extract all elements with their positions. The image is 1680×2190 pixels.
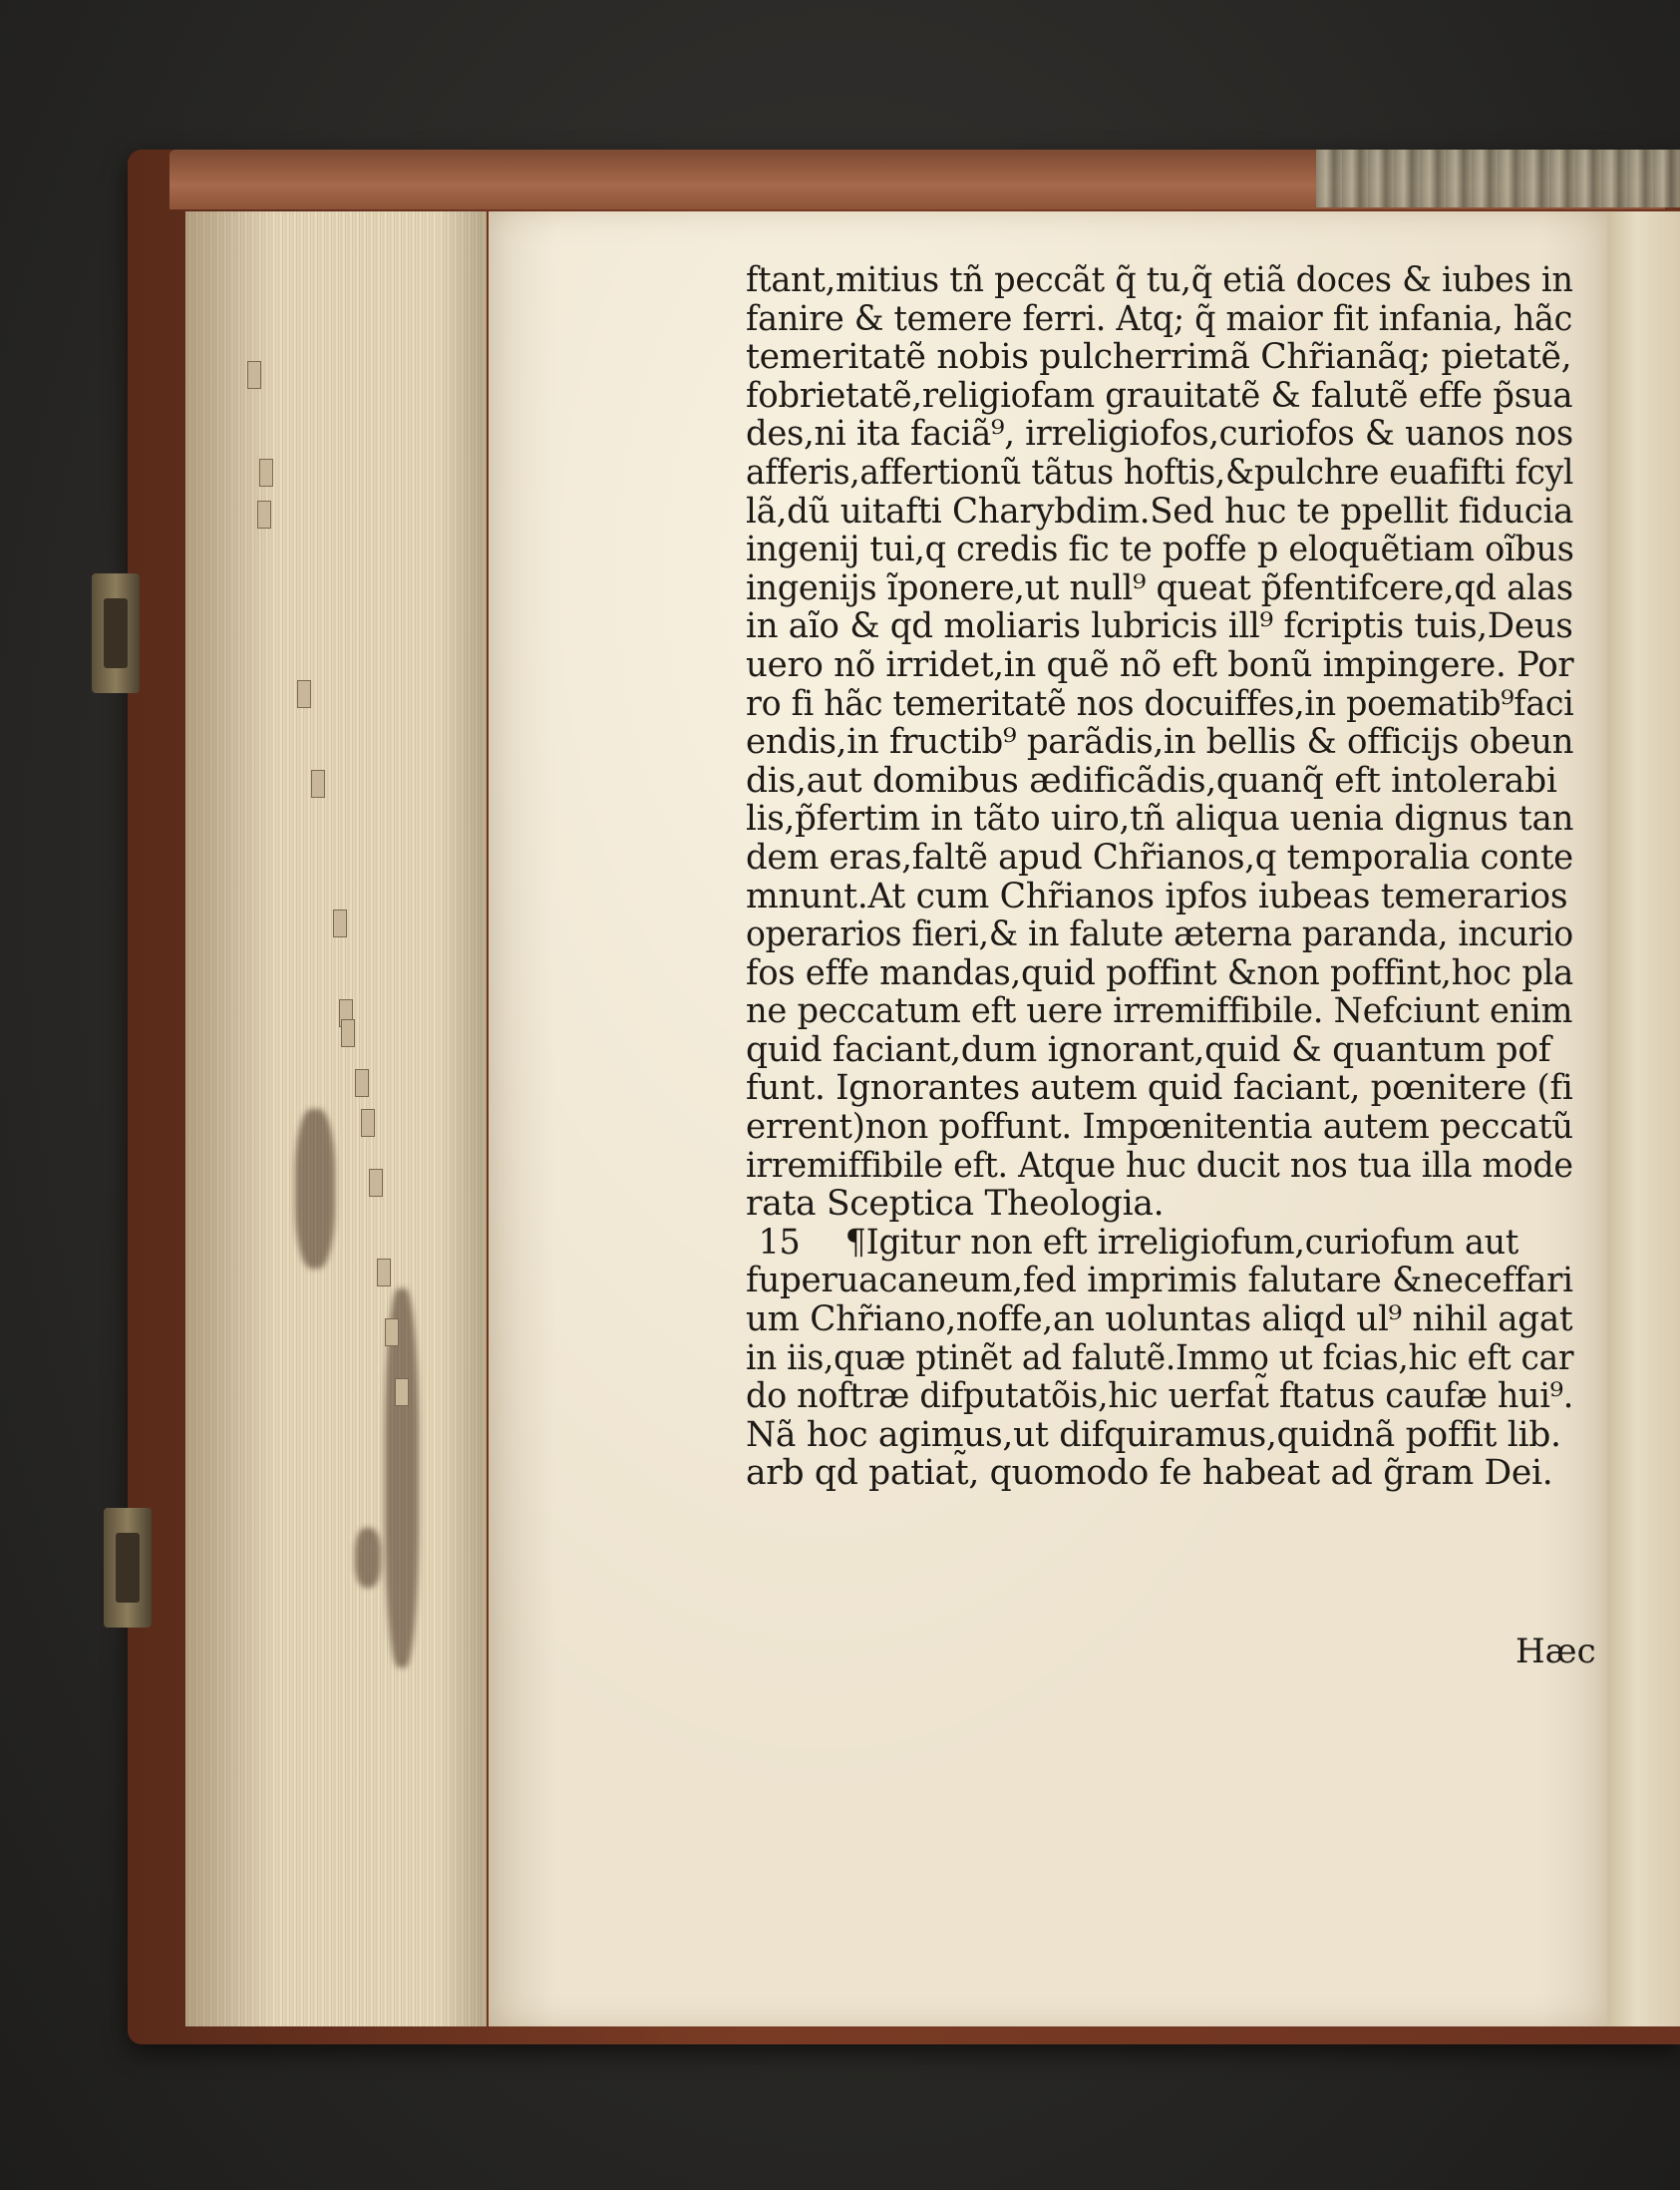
text-line: rata Sceptica Theologia. — [746, 1184, 1165, 1225]
text-line: ftant,mitius tñ peccãt q̃ tu,q̃ etiã doces & iubes in — [746, 260, 1573, 300]
text-line: afferis,affertionũ tãtus hoftis,&pulchre euafifti fcyl — [746, 452, 1574, 493]
text-line: dis,aut domibus ædificãdis,quanq̃ eft intolerabi — [746, 760, 1557, 801]
text-line: endis,in fructib⁹ parãdis,in bellis & officijs obeun — [746, 722, 1574, 763]
text-line: fobrietatẽ,religiofam grauitatẽ & falutẽ effe p̃sua — [746, 375, 1573, 416]
thumb-tab — [341, 1019, 355, 1047]
text-line: ne peccatum eft uere irremiffibile. Nefciunt enim — [746, 991, 1573, 1032]
facing-page-edge — [1607, 211, 1680, 2026]
text-line: lã,dũ uitafti Charybdim.Sed huc te ppellit fiducia — [746, 491, 1574, 532]
text-line: ro fi hãc temeritatẽ nos docuiffes,in poematib⁹faci — [746, 683, 1574, 724]
thumb-tab — [333, 910, 347, 937]
edge-stain — [295, 1109, 335, 1269]
thumb-tab — [361, 1109, 375, 1137]
text-line: quid faciant,dum ignorant,quid & quantum pof — [746, 1029, 1551, 1070]
text-line: dem eras,faltẽ apud Chr̃ianos,q temporalia conte — [746, 837, 1573, 878]
text-line: errent)non poffunt. Impœnitentia autem peccatũ — [746, 1107, 1573, 1148]
clasp-pin — [116, 1533, 140, 1603]
page-edge-shade — [185, 211, 485, 2026]
thumb-tab — [369, 1169, 383, 1197]
edge-stain — [355, 1528, 381, 1588]
text-line: in iis,quæ ptinẽt ad falutẽ.Immo ut fcias,hic eft car — [746, 1337, 1574, 1378]
text-line: fuperuacaneum,fed imprimis falutare &neceffari — [746, 1261, 1573, 1301]
spine-band — [1316, 150, 1680, 207]
page-block-edges — [185, 211, 487, 2026]
text-line: funt. Ignorantes autem quid faciant, pœnitere (fi — [746, 1068, 1573, 1109]
text-line: ¶Igitur non eft irreligiofum,curiofum aut — [844, 1222, 1518, 1263]
text-line: fanire & temere ferri. Atq; q̃ maior fit infania, hãc — [746, 298, 1573, 339]
thumb-tab — [257, 501, 271, 529]
text-line: operarios fieri,& in falute æterna paranda, incurio — [746, 914, 1573, 955]
text-line: um Chr̃iano,noffe,an uoluntas aliqd ul⁹ nihil agat — [746, 1299, 1573, 1340]
thumb-tab — [297, 680, 311, 708]
text-line: in aĩo & qd moliaris lubricis ill⁹ fcriptis tuis,Deus — [746, 606, 1573, 647]
thumb-tab — [259, 459, 273, 487]
thumb-tab — [355, 1069, 369, 1097]
section-number: 15 — [758, 1222, 801, 1263]
text-line: des,ni ita faciã⁹, irreligiofos,curiofos & uanos nos — [746, 414, 1573, 455]
paragraph-first-line — [718, 1224, 1545, 1263]
text-line: Nã hoc agimus,ut difquiramus,quidnã poffit lib. — [746, 1414, 1561, 1455]
text-line: lis,p̃fertim in tãto uiro,tñ aliqua uenia dignus tan — [746, 799, 1574, 840]
clasp-bottom — [104, 1508, 152, 1628]
text-line: fos effe mandas,quid poffint &non poffint,hoc pla — [746, 952, 1573, 993]
text-line: ingenij tui,q credis fic te poffe p eloquẽtiam oĩbus — [746, 530, 1574, 570]
catchword: Hæc — [1515, 1632, 1596, 1671]
text-line: ingenijs ĩponere,ut null⁹ queat p̃fentifcere,qd alas — [746, 567, 1573, 608]
thumb-tab — [395, 1378, 409, 1406]
thumb-tab — [377, 1259, 391, 1286]
clasp-pin — [104, 598, 128, 668]
thumb-tab — [311, 770, 325, 798]
text-line: irremiffibile eft. Atque huc ducit nos tua illa mode — [746, 1145, 1573, 1186]
text-line: uero nõ irridet,in quẽ nõ eft bonũ impingere. Por — [746, 644, 1574, 685]
text-line: temeritatẽ nobis pulcherrimã Chr̃ianãq; pietatẽ, — [746, 337, 1572, 378]
text-line: arb qd patiat̃, quomodo fe habeat ad g̃ram Dei. — [746, 1453, 1553, 1494]
text-line: do noftræ difputatõis,hic uerfat̃ ftatus caufæ hui⁹. — [746, 1376, 1574, 1417]
thumb-tab — [385, 1318, 399, 1346]
clasp-top — [92, 573, 140, 693]
text-line: mnunt.At cum Chr̃ianos ipfos iubeas temerarios — [746, 876, 1568, 916]
thumb-tab — [247, 361, 261, 389]
page-text — [746, 261, 1573, 1493]
